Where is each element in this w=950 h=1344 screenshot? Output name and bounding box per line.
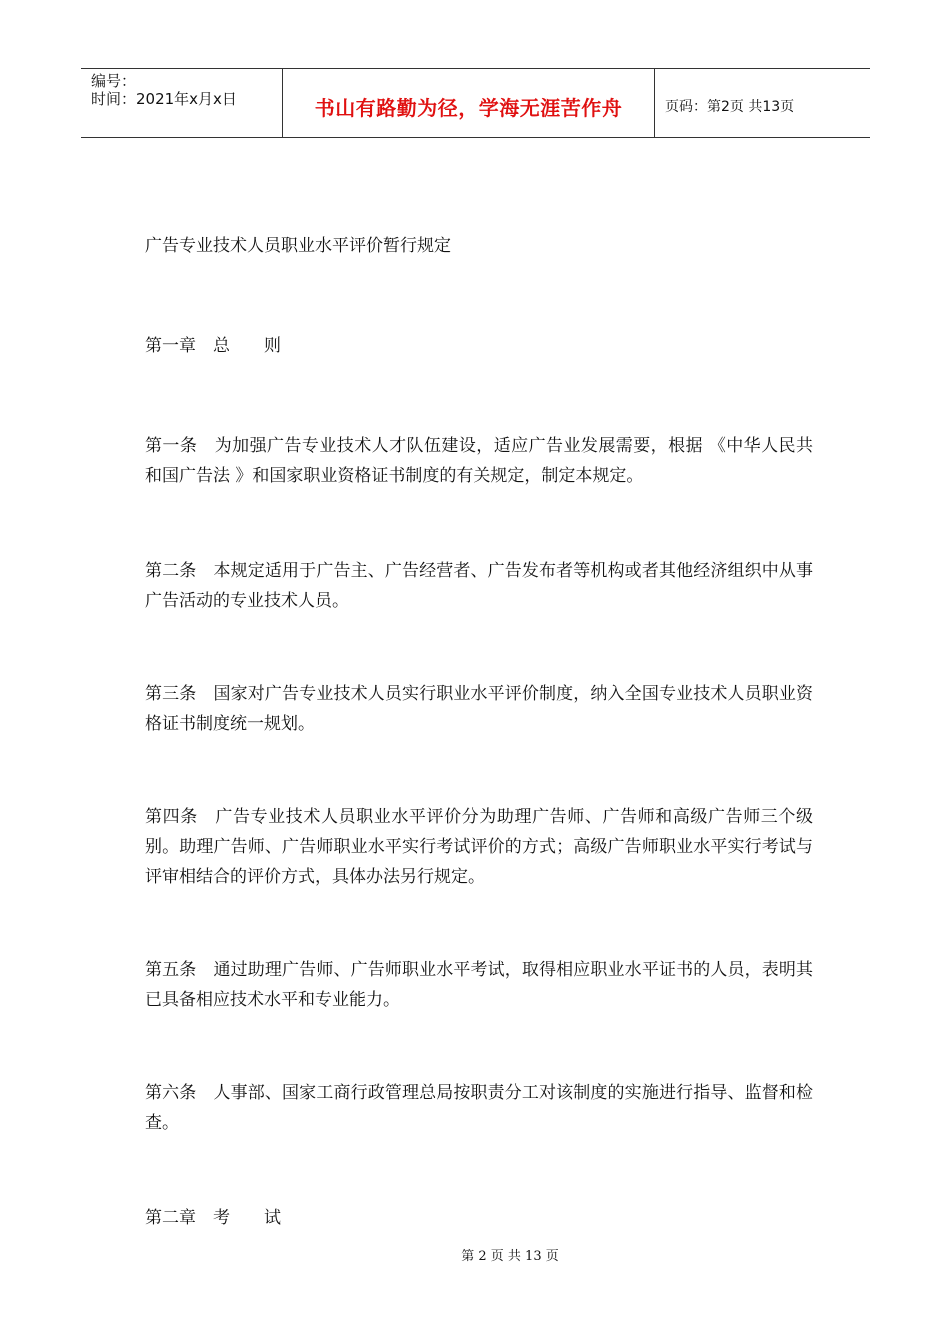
- header-motto: 书山有路勤为径，学海无涯苦作舟: [314, 95, 623, 120]
- document-title: 广告专业技术人员职业水平评价暂行规定: [145, 236, 451, 256]
- header-motto-cell: [282, 69, 655, 137]
- article-3: 第三条 国家对广告专业技术人员实行职业水平评价制度，纳入全国专业技术人员职业资格证书制度统一规划。: [145, 684, 813, 734]
- article-4: 第四条 广告专业技术人员职业水平评价分为助理广告师、广告师和高级广告师三个级别。助理广告师、广告师职业水平实行考试评价的方式；高级广告师职业水平实行考试与评审相结合的评价方式，具体办法另行规定。: [145, 807, 813, 887]
- number-label: 编号：: [91, 72, 137, 90]
- article-5: 第五条 通过助理广告师、广告师职业水平考试，取得相应职业水平证书的人员，表明其已具备相应技术水平和专业能力。: [145, 960, 813, 1010]
- chapter-heading-2: 第二章 考 试: [145, 1208, 281, 1228]
- chapter-heading-1: 第一章 总 则: [145, 336, 281, 356]
- article-1: 第一条 为加强广告专业技术人才队伍建设，适应广告业发展需要，根据 《中华人民共和国广告法 》和国家职业资格证书制度的有关规定，制定本规定。: [145, 436, 813, 486]
- page-footer: 第 2 页 共 13 页: [461, 1249, 559, 1264]
- page-header: [81, 68, 870, 138]
- header-page-info: 页码：第2页 共13页: [665, 99, 795, 115]
- time-label: 时间：2021年x月x日: [91, 90, 237, 108]
- article-2: 第二条 本规定适用于广告主、广告经营者、广告发布者等机构或者其他经济组织中从事广告活动的专业技术人员。: [145, 561, 813, 611]
- article-6: 第六条 人事部、国家工商行政管理总局按职责分工对该制度的实施进行指导、监督和检查。: [145, 1083, 813, 1133]
- header-meta: [81, 69, 282, 137]
